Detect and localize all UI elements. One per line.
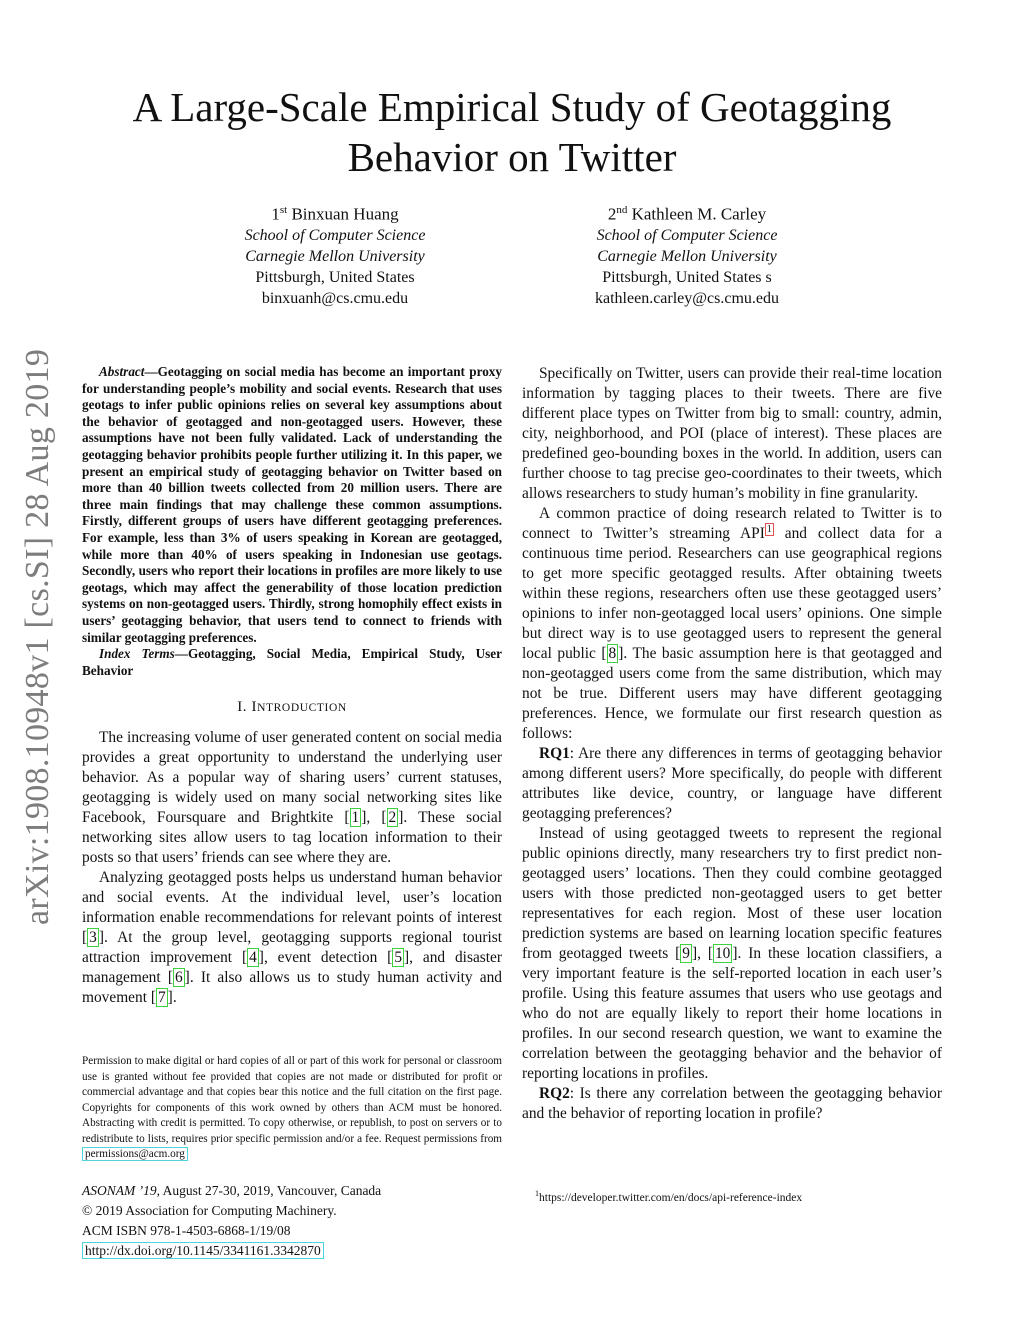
right-column — [522, 364, 942, 1124]
research-question-2: RQ2: Is there any correlation between the geotagging behavior and the behavior of reporting location in profile? — [522, 1085, 942, 1122]
intro-paragraph-1: The increasing volume of user generated content on social media provides a great opportunity to understand the underlying user behavior. As a popular way of sharing users’ current statuses, geotagging is widely used on many social networking sites like Facebook, Foursquare and Brightkite [ 1 ], [ 2 ]. These social networking sites allow users to tag location information to their posts so that users’ friends can see where they are. — [82, 729, 502, 867]
citation-link[interactable]: 10 — [714, 945, 731, 962]
author-block-2 — [527, 200, 847, 309]
paper-title: A Large-Scale Empirical Study of Geotagging Behavior on Twitter — [132, 84, 892, 180]
permission-notice: Permission to make digital or hard copies of all or part of this work for personal or classroom use is granted without fee provided that copies are not made or distributed for profit or commercial advantage and that copies bear this notice and the full citation on the first page. Copyrights for components of this work owned by others than ACM must be honored. Abstracting with credit is permitted. To copy otherwise, or republish, to post on servers or to redistribute to lists, requires prior specific permission and/or a fee. Request permissions from permissions@acm.org — [82, 1055, 502, 1160]
arxiv-stamp: arXiv:1908.10948v1 [cs.SI] 28 Aug 2019 — [19, 348, 56, 925]
author-dept: School of Computer Science — [244, 226, 426, 244]
citation-link[interactable]: 2 — [388, 809, 397, 827]
citation-link[interactable]: 6 — [174, 969, 183, 987]
copyright-line: © 2019 Association for Computing Machinery. — [82, 1203, 337, 1218]
conference-info — [82, 1181, 502, 1261]
body-paragraph: A common practice of doing research related to Twitter is to connect to Twitter’s streaming API $^1$ and collect data for a continuous time period. Researchers can use geographical regions to get more specific geotagged results. After obtaining tweets within these regions, researchers often use these geotagged users’ opinions to infer non-geotagged local users’ opinions. One simple but direct way is to use geotagged users to represent the general local public [ 8 ]. The basic assumption here is that geotagged and non-geotagged users come from the same distribution, which may not be true. Different users may have different geotagging preferences. Hence, we formulate our first research question as follows: — [522, 505, 943, 742]
author-email: kathleen.carley@cs.cmu.edu — [595, 289, 779, 307]
section-heading: I. INTRODUCTION — [237, 699, 347, 716]
author-univ: Carnegie Mellon University — [597, 247, 777, 265]
author-name: 2nd Kathleen M. Carley — [607, 204, 767, 224]
citation-link[interactable]: 7 — [157, 989, 166, 1007]
author-dept: School of Computer Science — [596, 226, 778, 244]
citation-link[interactable]: 8 — [608, 645, 617, 662]
abstract-label: Abstract — [99, 364, 145, 379]
citation-link[interactable]: 5 — [394, 949, 403, 967]
body-paragraph: Specifically on Twitter, users can provide their real-time location information by tagging places to their tweets. There are five different place types on Twitter from big to small: country, admin, city, neighborhood, and POI (place of interest). These places are predefined geo-bounding boxes in the world. In addition, users can further choose to tag precise geo-coordinates to their tweets, which allows researchers to study human’s mobility in fine granularity. — [522, 365, 942, 502]
isbn-line: ACM ISBN 978-1-4503-6868-1/19/08 — [82, 1223, 291, 1238]
left-column — [82, 364, 502, 1008]
body-paragraph: Instead of using geotagged tweets to represent the regional public opinions directly, many researchers try to first predict non-geotagged users’ locations. Then they could combine geotagged users with those predicted non-geotagged users to get better representatives for each region. Most of these user location prediction systems are based on learning location specific features from geotagged tweets [ 9 ], [ 10 ]. In these location classifiers, a very important feature is the self-reported location in each user’s profile. Using this feature assumes that users who use geotags and who do not are equally likely to report their home locations in profiles. In our second research question, we want to examine the correlation between the geotagging behavior and the behavior of reporting locations in profiles. — [522, 825, 942, 1082]
intro-paragraph-2: Analyzing geotagged posts helps us understand human behavior and social events. At the individual level, user’s location information enable recommendations for relevant points of interest [ 3 ]. At the group level, geotagging supports regional tourist attraction improvement [ 4 ], event detection [ 5 ], and disaster management [ 6 ]. It also allows us to study human activity and movement [ 7 ]. — [82, 869, 503, 1007]
research-question-1: RQ1: Are there any differences in terms of geotagging behavior among different users? More specifically, do people with different attributes like device, country, or language have different geotagging preferences? — [522, 745, 942, 822]
doi-link[interactable]: http://dx.doi.org/10.1145/3341161.3342870 — [82, 1242, 324, 1259]
conference-line: ASONAM ’19, August 27-30, 2019, Vancouver, Canada — [82, 1183, 382, 1198]
citation-link[interactable]: 4 — [249, 949, 257, 967]
author-email: binxuanh@cs.cmu.edu — [261, 289, 409, 307]
author-name: 1st Binxuan Huang — [271, 204, 399, 224]
index-terms-label: Index Terms — [99, 646, 175, 662]
author-block-1 — [175, 200, 495, 309]
citation-link[interactable]: 3 — [89, 929, 97, 947]
footnote-url[interactable]: https://developer.twitter.com/en/docs/api-reference-index — [539, 1191, 803, 1204]
author-location: Pittsburgh, United States — [255, 268, 415, 286]
author-location: Pittsburgh, United States s — [602, 268, 772, 286]
permissions-email-link[interactable]: permissions@acm.org — [82, 1147, 188, 1161]
abstract: Abstract—Geotagging on social media has become an important proxy for understanding people’s mobility and social events. Research that uses geotags to infer public opinions relies on several key assumptions about the behavior of geotagged and non-geotagged users. However, these assumptions have not been fully validated. Lack of understanding the geotagging behavior prohibits people further utilizing it. In this paper, we present an empirical study of geotagging behavior on Twitter based on more than 40 billion tweets collected from 20 million users. There are three main findings that may challenge these common assumptions. Firstly, different groups of users have different geotagging preferences. For example, less than 3% of users speaking in Korean are geotagged, while more than 40% of users speaking in Indonesian use geotags. Secondly, users who report their locations in profiles are more likely to use geotags, which may affect the generability of those location prediction systems on non-geotagged users. Thirdly, strong homophily effect exists in users’ geotagging behavior, that users tend to connect to friends with similar geotagging preferences. — [82, 364, 502, 645]
index-terms: Index Terms—Geotagging, Social Media, Empirical Study, User Behavior — [82, 646, 502, 678]
footnote: $^1$https://developer.twitter.com/en/docs/api-reference-index — [535, 1189, 803, 1204]
footnote-link[interactable]: 1 — [766, 523, 772, 535]
author-univ: Carnegie Mellon University — [245, 247, 425, 265]
citation-link[interactable]: 1 — [351, 809, 360, 827]
citation-link[interactable]: 9 — [682, 945, 690, 962]
doi-line — [82, 1241, 502, 1261]
